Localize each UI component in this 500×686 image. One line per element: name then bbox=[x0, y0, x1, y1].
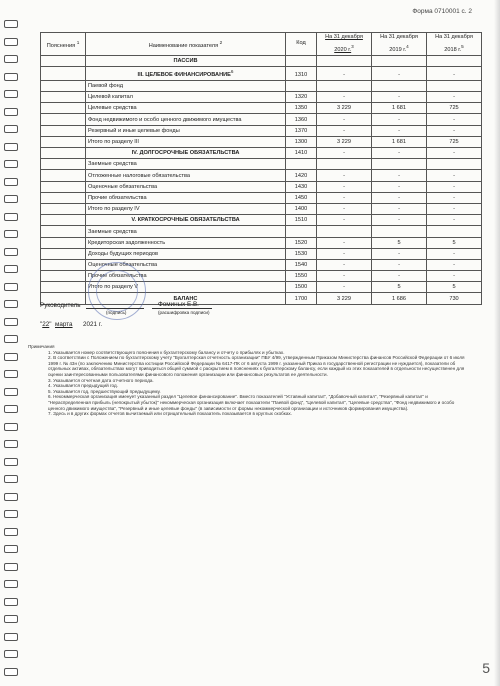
cell-value-2019: - bbox=[372, 125, 427, 136]
cell-value-2020 bbox=[317, 159, 372, 170]
cell-code: 1520 bbox=[286, 237, 317, 248]
note-item: 4. Указывается предыдущий год. bbox=[48, 383, 118, 389]
binding-hole bbox=[4, 493, 18, 501]
cell-value-2020: - bbox=[317, 203, 372, 214]
binding-hole bbox=[4, 160, 18, 168]
cell-name: IV. ДОЛГОСРОЧНЫЕ ОБЯЗАТЕЛЬСТВА bbox=[86, 148, 286, 159]
cell-value-2018: - bbox=[427, 259, 482, 270]
binding-hole bbox=[4, 563, 18, 571]
cell-notes bbox=[41, 170, 86, 181]
cell-value-2019: - bbox=[372, 271, 427, 282]
binding-hole bbox=[4, 633, 18, 641]
cell-notes bbox=[41, 271, 86, 282]
cell-value-2019: - bbox=[372, 203, 427, 214]
binding-hole bbox=[4, 510, 18, 518]
cell-value-2019: - bbox=[372, 192, 427, 203]
cell-notes bbox=[41, 282, 86, 293]
binding-hole bbox=[4, 458, 18, 466]
cell-name: Отложенные налоговые обязательства bbox=[86, 170, 286, 181]
notes-list bbox=[48, 350, 468, 417]
binding-hole bbox=[4, 55, 18, 63]
binding-hole bbox=[4, 668, 18, 676]
cell-code: 1540 bbox=[286, 259, 317, 270]
table-row bbox=[41, 103, 482, 114]
cell-value-2020: - bbox=[317, 248, 372, 259]
binding-hole bbox=[4, 335, 18, 343]
cell-name: Итого по разделу V bbox=[86, 282, 286, 293]
cell-notes bbox=[41, 203, 86, 214]
table-row bbox=[41, 181, 482, 192]
note-item: 7. Здесь и в других формах отчетов вычитаемый или отрицательный показатель показывается в круглых скобках. bbox=[48, 411, 293, 417]
table-row bbox=[41, 226, 482, 237]
cell-notes bbox=[41, 226, 86, 237]
binding-hole bbox=[4, 195, 18, 203]
table-row bbox=[41, 67, 482, 81]
table-row bbox=[41, 80, 482, 91]
cell-name: Итого по разделу IV bbox=[86, 203, 286, 214]
cell-name: Фонд недвижимого и особо ценного движимого имущества bbox=[86, 114, 286, 125]
cell-value-2020: 3 229 bbox=[317, 293, 372, 304]
cell-notes bbox=[41, 148, 86, 159]
header-col2: На 31 декабря 2019 г.$^4$ bbox=[372, 33, 427, 56]
header-col3: На 31 декабря 2018 г.$^5$ bbox=[427, 33, 482, 56]
table-row bbox=[41, 55, 482, 66]
binding-hole bbox=[4, 248, 18, 256]
cell-name: III. ЦЕЛЕВОЕ ФИНАНСИРОВАНИЕ$^6$ bbox=[86, 67, 286, 81]
cell-code bbox=[286, 159, 317, 170]
cell-value-2020: - bbox=[317, 114, 372, 125]
cell-value-2018: - bbox=[427, 125, 482, 136]
cell-value-2020: - bbox=[317, 192, 372, 203]
cell-name: Итого по разделу III bbox=[86, 136, 286, 147]
cell-notes bbox=[41, 103, 86, 114]
note-item: 5. Указывается год, предшествующий предыдущему. bbox=[48, 388, 161, 394]
cell-value-2020: - bbox=[317, 92, 372, 103]
cell-value-2020: 3 229 bbox=[317, 103, 372, 114]
cell-notes bbox=[41, 192, 86, 203]
binding-hole bbox=[4, 125, 18, 133]
table-row bbox=[41, 114, 482, 125]
binding-hole bbox=[4, 650, 18, 658]
cell-code: 1360 bbox=[286, 114, 317, 125]
cell-name: Прочие обязательства bbox=[86, 271, 286, 282]
header-name: Наименование показателя $^2$ bbox=[86, 33, 286, 56]
cell-value-2018: - bbox=[427, 114, 482, 125]
cell-notes bbox=[41, 259, 86, 270]
cell-value-2020 bbox=[317, 80, 372, 91]
cell-name: V. КРАТКОСРОЧНЫЕ ОБЯЗАТЕЛЬСТВА bbox=[86, 215, 286, 226]
cell-value-2019: - bbox=[372, 248, 427, 259]
cell-value-2020: - bbox=[317, 67, 372, 81]
cell-code bbox=[286, 226, 317, 237]
spiral-binding bbox=[0, 0, 26, 686]
cell-value-2020: - bbox=[317, 237, 372, 248]
cell-code: 1420 bbox=[286, 170, 317, 181]
cell-value-2018: 730 bbox=[427, 293, 482, 304]
cell-value-2020: 3 229 bbox=[317, 136, 372, 147]
header-code: Код bbox=[286, 33, 317, 56]
cell-value-2018: - bbox=[427, 170, 482, 181]
cell-value-2019 bbox=[372, 55, 427, 66]
binding-hole bbox=[4, 143, 18, 151]
cell-value-2020: - bbox=[317, 148, 372, 159]
cell-name: Целевые средства bbox=[86, 103, 286, 114]
binding-hole bbox=[4, 108, 18, 116]
cell-value-2020: - bbox=[317, 271, 372, 282]
binding-hole bbox=[4, 353, 18, 361]
cell-value-2018: 725 bbox=[427, 136, 482, 147]
round-seal-inner bbox=[96, 270, 138, 312]
table-row bbox=[41, 248, 482, 259]
binding-hole bbox=[4, 73, 18, 81]
cell-value-2018 bbox=[427, 80, 482, 91]
cell-name: Доходы будущих периодов bbox=[86, 248, 286, 259]
cell-code: 1530 bbox=[286, 248, 317, 259]
binding-hole bbox=[4, 440, 18, 448]
cell-name: ПАССИВ bbox=[86, 55, 286, 66]
table-row bbox=[41, 237, 482, 248]
table-row bbox=[41, 148, 482, 159]
cell-value-2019: - bbox=[372, 259, 427, 270]
cell-name: Заемные средства bbox=[86, 226, 286, 237]
cell-value-2020: - bbox=[317, 170, 372, 181]
cell-name: БАЛАНС bbox=[86, 293, 286, 304]
binding-hole bbox=[4, 405, 18, 413]
cell-value-2018: - bbox=[427, 248, 482, 259]
cell-code: 1510 bbox=[286, 215, 317, 226]
decode-caption: (расшифровка подписи) bbox=[158, 310, 210, 315]
table-row bbox=[41, 136, 482, 147]
table-row bbox=[41, 203, 482, 214]
signatory-name: Фоминых Е.В. bbox=[158, 301, 199, 308]
binding-hole bbox=[4, 265, 18, 273]
cell-value-2018: - bbox=[427, 203, 482, 214]
cell-value-2019: 5 bbox=[372, 237, 427, 248]
cell-value-2019: 1 686 bbox=[372, 293, 427, 304]
table-row bbox=[41, 125, 482, 136]
table-row bbox=[41, 170, 482, 181]
cell-value-2020: - bbox=[317, 215, 372, 226]
cell-name: Заемные средства bbox=[86, 159, 286, 170]
notes-title: Примечания bbox=[28, 344, 55, 349]
table-row bbox=[41, 192, 482, 203]
cell-value-2019: 5 bbox=[372, 282, 427, 293]
cell-notes bbox=[41, 92, 86, 103]
binding-hole bbox=[4, 615, 18, 623]
cell-value-2018 bbox=[427, 55, 482, 66]
cell-name: Резервный и иные целевые фонды bbox=[86, 125, 286, 136]
cell-value-2019: - bbox=[372, 92, 427, 103]
cell-name: Оценочные обязательства bbox=[86, 181, 286, 192]
cell-code: 1310 bbox=[286, 67, 317, 81]
table-row bbox=[41, 159, 482, 170]
cell-value-2019: - bbox=[372, 114, 427, 125]
binding-hole bbox=[4, 38, 18, 46]
cell-value-2019: - bbox=[372, 181, 427, 192]
decode-line bbox=[152, 308, 212, 309]
cell-code: 1700 bbox=[286, 293, 317, 304]
cell-value-2020: - bbox=[317, 282, 372, 293]
cell-notes bbox=[41, 237, 86, 248]
binding-hole bbox=[4, 598, 18, 606]
cell-value-2019 bbox=[372, 159, 427, 170]
cell-value-2018 bbox=[427, 226, 482, 237]
cell-code: 1370 bbox=[286, 125, 317, 136]
cell-value-2019: - bbox=[372, 148, 427, 159]
cell-value-2018: - bbox=[427, 92, 482, 103]
note-item: 6. Некоммерческая организация именует указанный раздел "Целевое финансирование". Вместо показателей "Уставный капитал", "Добавочный капитал", "Резервный капитал" и "Нераспределенная прибыль (непокрытый убыток)" некоммерческая организация включает показатели "Паевой фонд", "Целевой капитал", "Целевые средства", "Фонд недвижимого и особо ценного движимого имущества", "Резервный и иные целевые фонды" (в зависимости от формы некоммерческой организации и источников формирования имущества). bbox=[48, 394, 455, 411]
cell-value-2019 bbox=[372, 226, 427, 237]
cell-name: Оценочные обязательства bbox=[86, 259, 286, 270]
cell-code: 1550 bbox=[286, 271, 317, 282]
cell-code: 1500 bbox=[286, 282, 317, 293]
cell-code: 1410 bbox=[286, 148, 317, 159]
cell-value-2019: - bbox=[372, 67, 427, 81]
page-edge-shadow bbox=[494, 0, 500, 686]
cell-value-2019: 1 681 bbox=[372, 136, 427, 147]
page-number: 5 bbox=[482, 660, 490, 676]
binding-hole bbox=[4, 580, 18, 588]
binding-hole bbox=[4, 545, 18, 553]
cell-notes bbox=[41, 181, 86, 192]
cell-value-2018: - bbox=[427, 67, 482, 81]
cell-notes bbox=[41, 55, 86, 66]
binding-hole bbox=[4, 300, 18, 308]
cell-value-2018: - bbox=[427, 215, 482, 226]
cell-code bbox=[286, 80, 317, 91]
table-row bbox=[41, 92, 482, 103]
cell-name: Прочие обязательства bbox=[86, 192, 286, 203]
header-col1: На 31 декабря 2020 г.$^3$ bbox=[317, 33, 372, 56]
cell-code: 1300 bbox=[286, 136, 317, 147]
binding-hole bbox=[4, 528, 18, 536]
note-item: 3. Указывается отчетная дата отчетного периода. bbox=[48, 377, 154, 383]
cell-value-2019: 1 681 bbox=[372, 103, 427, 114]
cell-code: 1350 bbox=[286, 103, 317, 114]
cell-notes bbox=[41, 67, 86, 81]
cell-code bbox=[286, 55, 317, 66]
cell-name: Кредиторская задолженность bbox=[86, 237, 286, 248]
cell-value-2018: 5 bbox=[427, 237, 482, 248]
binding-hole bbox=[4, 213, 18, 221]
binding-hole bbox=[4, 90, 18, 98]
cell-value-2020 bbox=[317, 55, 372, 66]
cell-value-2018: 725 bbox=[427, 103, 482, 114]
binding-hole bbox=[4, 423, 18, 431]
cell-value-2018: - bbox=[427, 192, 482, 203]
cell-value-2019: - bbox=[372, 215, 427, 226]
cell-code: 1400 bbox=[286, 203, 317, 214]
binding-hole bbox=[4, 283, 18, 291]
cell-value-2018: - bbox=[427, 181, 482, 192]
notes-section bbox=[28, 344, 468, 417]
note-item: 2. В соответствии с Положением по бухгалтерскому учету "Бухгалтерская отчетность организации" ПБУ 4/99, утвержденным Приказом Министерства финансов Российской Федерации от 6 июля 1999 г. № 43н (по заключению Министерства юстиции Российской Федерации № 6417-ПК от 6 августа 1999 г. указанный Приказ в государственной регистрации не нуждается), показатели об отдельных активах, обязательствах могут приводиться общей суммой с раскрытием в пояснениях к бухгалтерскому балансу, если каждый из этих показателей в отдельности несущественен для оценки заинтересованными пользователями финансового положения организации или финансовых результатов ее деятельности. bbox=[48, 355, 465, 377]
signature-line bbox=[86, 308, 144, 309]
cell-notes bbox=[41, 248, 86, 259]
cell-value-2019 bbox=[372, 80, 427, 91]
binding-hole bbox=[4, 230, 18, 238]
signature-label: Руководитель bbox=[40, 302, 81, 309]
binding-hole bbox=[4, 178, 18, 186]
binding-hole bbox=[4, 388, 18, 396]
note-item: 1. Указывается номер соответствующего пояснения к бухгалтерскому балансу и отчету о прибылях и убытках. bbox=[48, 349, 285, 355]
table-row bbox=[41, 215, 482, 226]
cell-code: 1450 bbox=[286, 192, 317, 203]
table-header-row bbox=[41, 33, 482, 56]
cell-code: 1430 bbox=[286, 181, 317, 192]
header-notes: Пояснения $^1$ bbox=[41, 33, 86, 56]
cell-code: 1320 bbox=[286, 92, 317, 103]
binding-hole bbox=[4, 370, 18, 378]
signature-caption: (подпись) bbox=[106, 310, 127, 315]
binding-hole bbox=[4, 318, 18, 326]
cell-notes bbox=[41, 159, 86, 170]
cell-value-2020: - bbox=[317, 181, 372, 192]
cell-notes bbox=[41, 114, 86, 125]
cell-notes bbox=[41, 80, 86, 91]
binding-hole bbox=[4, 20, 18, 28]
cell-value-2018 bbox=[427, 159, 482, 170]
cell-value-2019: - bbox=[372, 170, 427, 181]
cell-value-2018: - bbox=[427, 148, 482, 159]
binding-hole bbox=[4, 475, 18, 483]
form-code: Форма 0710001 с. 2 bbox=[412, 8, 472, 15]
signature-date: "22" марта 2021 г. bbox=[40, 321, 103, 328]
cell-notes bbox=[41, 215, 86, 226]
cell-name: Паевой фонд bbox=[86, 80, 286, 91]
cell-value-2018: - bbox=[427, 271, 482, 282]
cell-name: Целевой капитал bbox=[86, 92, 286, 103]
cell-value-2018: 5 bbox=[427, 282, 482, 293]
cell-value-2020: - bbox=[317, 125, 372, 136]
cell-value-2020: - bbox=[317, 259, 372, 270]
cell-value-2020 bbox=[317, 226, 372, 237]
cell-notes bbox=[41, 125, 86, 136]
cell-notes bbox=[41, 136, 86, 147]
